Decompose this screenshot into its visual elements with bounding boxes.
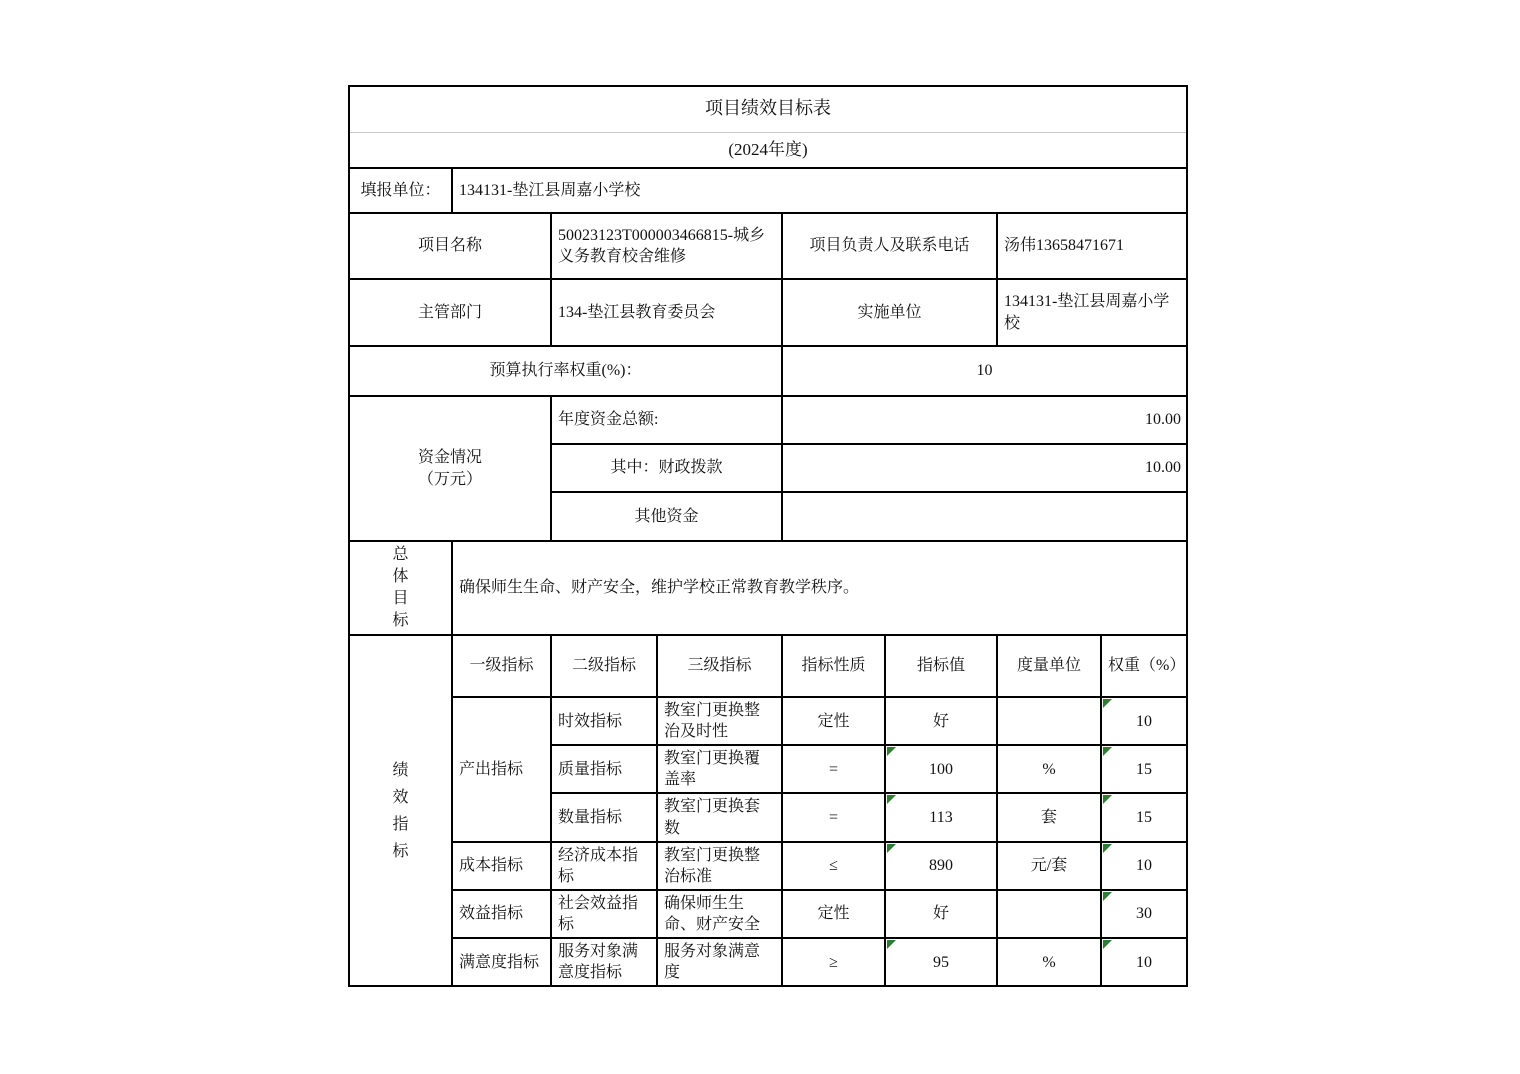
report-unit-label: 填报单位： (349, 168, 452, 213)
indicator-level2: 社会效益指标 (551, 890, 657, 938)
cell-flag-icon (1103, 699, 1112, 708)
dept-label: 主管部门 (349, 279, 551, 346)
impl-unit-value: 134131-垫江县周嘉小学校 (997, 279, 1187, 346)
indicator-nature: 定性 (782, 697, 885, 745)
funding-total-label: 年度资金总额: (551, 396, 782, 444)
indicator-value: 100 (885, 745, 997, 793)
header-nature: 指标性质 (782, 635, 885, 697)
indicator-value: 好 (885, 697, 997, 745)
indicator-level3: 服务对象满意度 (657, 938, 782, 986)
funding-fiscal-label: 其中：财政拨款 (551, 444, 782, 492)
funding-fiscal-value: 10.00 (782, 444, 1187, 492)
indicator-nature: = (782, 745, 885, 793)
funding-other-label: 其他资金 (551, 492, 782, 541)
indicator-nature: ≤ (782, 842, 885, 890)
header-weight: 权重（%） (1101, 635, 1187, 697)
impl-unit-label: 实施单位 (782, 279, 997, 346)
indicator-level3: 教室门更换覆盖率 (657, 745, 782, 793)
indicator-level3: 教室门更换整治及时性 (657, 697, 782, 745)
overall-goal-text: 确保师生生命、财产安全，维护学校正常教育教学秩序。 (452, 541, 1187, 635)
performance-target-table (348, 85, 1188, 987)
funding-label-line1: 资金情况 (417, 449, 482, 467)
group-satisfaction: 满意度指标 (452, 938, 551, 986)
budget-rate-value: 10 (782, 346, 1187, 396)
funding-other-value (782, 492, 1187, 541)
indicator-unit: % (997, 745, 1101, 793)
indicator-level2: 经济成本指标 (551, 842, 657, 890)
indicator-weight: 15 (1101, 745, 1187, 793)
overall-goal-label-text: 总体目标 (392, 546, 409, 629)
document-subtitle: (2024年度) (349, 132, 1187, 168)
indicator-weight: 10 (1101, 697, 1187, 745)
indicator-side-label (349, 635, 452, 986)
cell-flag-icon (1103, 844, 1112, 853)
indicator-level3: 确保师生生命、财产安全 (657, 890, 782, 938)
group-output: 产出指标 (452, 697, 551, 842)
report-unit-value: 134131-垫江县周嘉小学校 (452, 168, 1187, 213)
indicator-weight: 15 (1101, 793, 1187, 841)
indicator-value: 好 (885, 890, 997, 938)
project-name-label: 项目名称 (349, 213, 551, 279)
indicator-nature: = (782, 793, 885, 841)
header-value: 指标值 (885, 635, 997, 697)
indicator-side-label-text: 绩效指标 (392, 761, 409, 860)
project-manager-value: 汤伟13658471671 (997, 213, 1187, 279)
indicator-unit (997, 890, 1101, 938)
indicator-nature: 定性 (782, 890, 885, 938)
header-level2: 二级指标 (551, 635, 657, 697)
funding-label (349, 396, 551, 541)
funding-label-line2: （万元） (417, 470, 482, 488)
group-benefit: 效益指标 (452, 890, 551, 938)
indicator-unit (997, 697, 1101, 745)
indicator-value: 890 (885, 842, 997, 890)
indicator-level2: 服务对象满意度指标 (551, 938, 657, 986)
indicator-unit: % (997, 938, 1101, 986)
indicator-unit: 元/套 (997, 842, 1101, 890)
header-level1: 一级指标 (452, 635, 551, 697)
cell-flag-icon (1103, 892, 1112, 901)
project-name-value: 50023123T000003466815-城乡义务教育校舍维修 (551, 213, 782, 279)
indicator-weight: 30 (1101, 890, 1187, 938)
cell-flag-icon (887, 844, 896, 853)
indicator-level2: 质量指标 (551, 745, 657, 793)
indicator-level3: 教室门更换整治标准 (657, 842, 782, 890)
indicator-weight: 10 (1101, 842, 1187, 890)
budget-rate-label: 预算执行率权重(%)： (349, 346, 782, 396)
header-unit: 度量单位 (997, 635, 1101, 697)
cell-flag-icon (1103, 940, 1112, 949)
indicator-level3: 教室门更换套数 (657, 793, 782, 841)
indicator-nature: ≥ (782, 938, 885, 986)
cell-flag-icon (1103, 747, 1112, 756)
indicator-value: 113 (885, 793, 997, 841)
project-manager-label: 项目负责人及联系电话 (782, 213, 997, 279)
cell-flag-icon (887, 940, 896, 949)
cell-flag-icon (887, 795, 896, 804)
dept-value: 134-垫江县教育委员会 (551, 279, 782, 346)
header-level3: 三级指标 (657, 635, 782, 697)
cell-flag-icon (887, 747, 896, 756)
indicator-level2: 时效指标 (551, 697, 657, 745)
group-cost: 成本指标 (452, 842, 551, 890)
indicator-level2: 数量指标 (551, 793, 657, 841)
indicator-weight: 10 (1101, 938, 1187, 986)
document-title: 项目绩效目标表 (349, 86, 1187, 132)
cell-flag-icon (1103, 795, 1112, 804)
indicator-value: 95 (885, 938, 997, 986)
overall-goal-label (349, 541, 452, 635)
funding-total-value: 10.00 (782, 396, 1187, 444)
indicator-unit: 套 (997, 793, 1101, 841)
